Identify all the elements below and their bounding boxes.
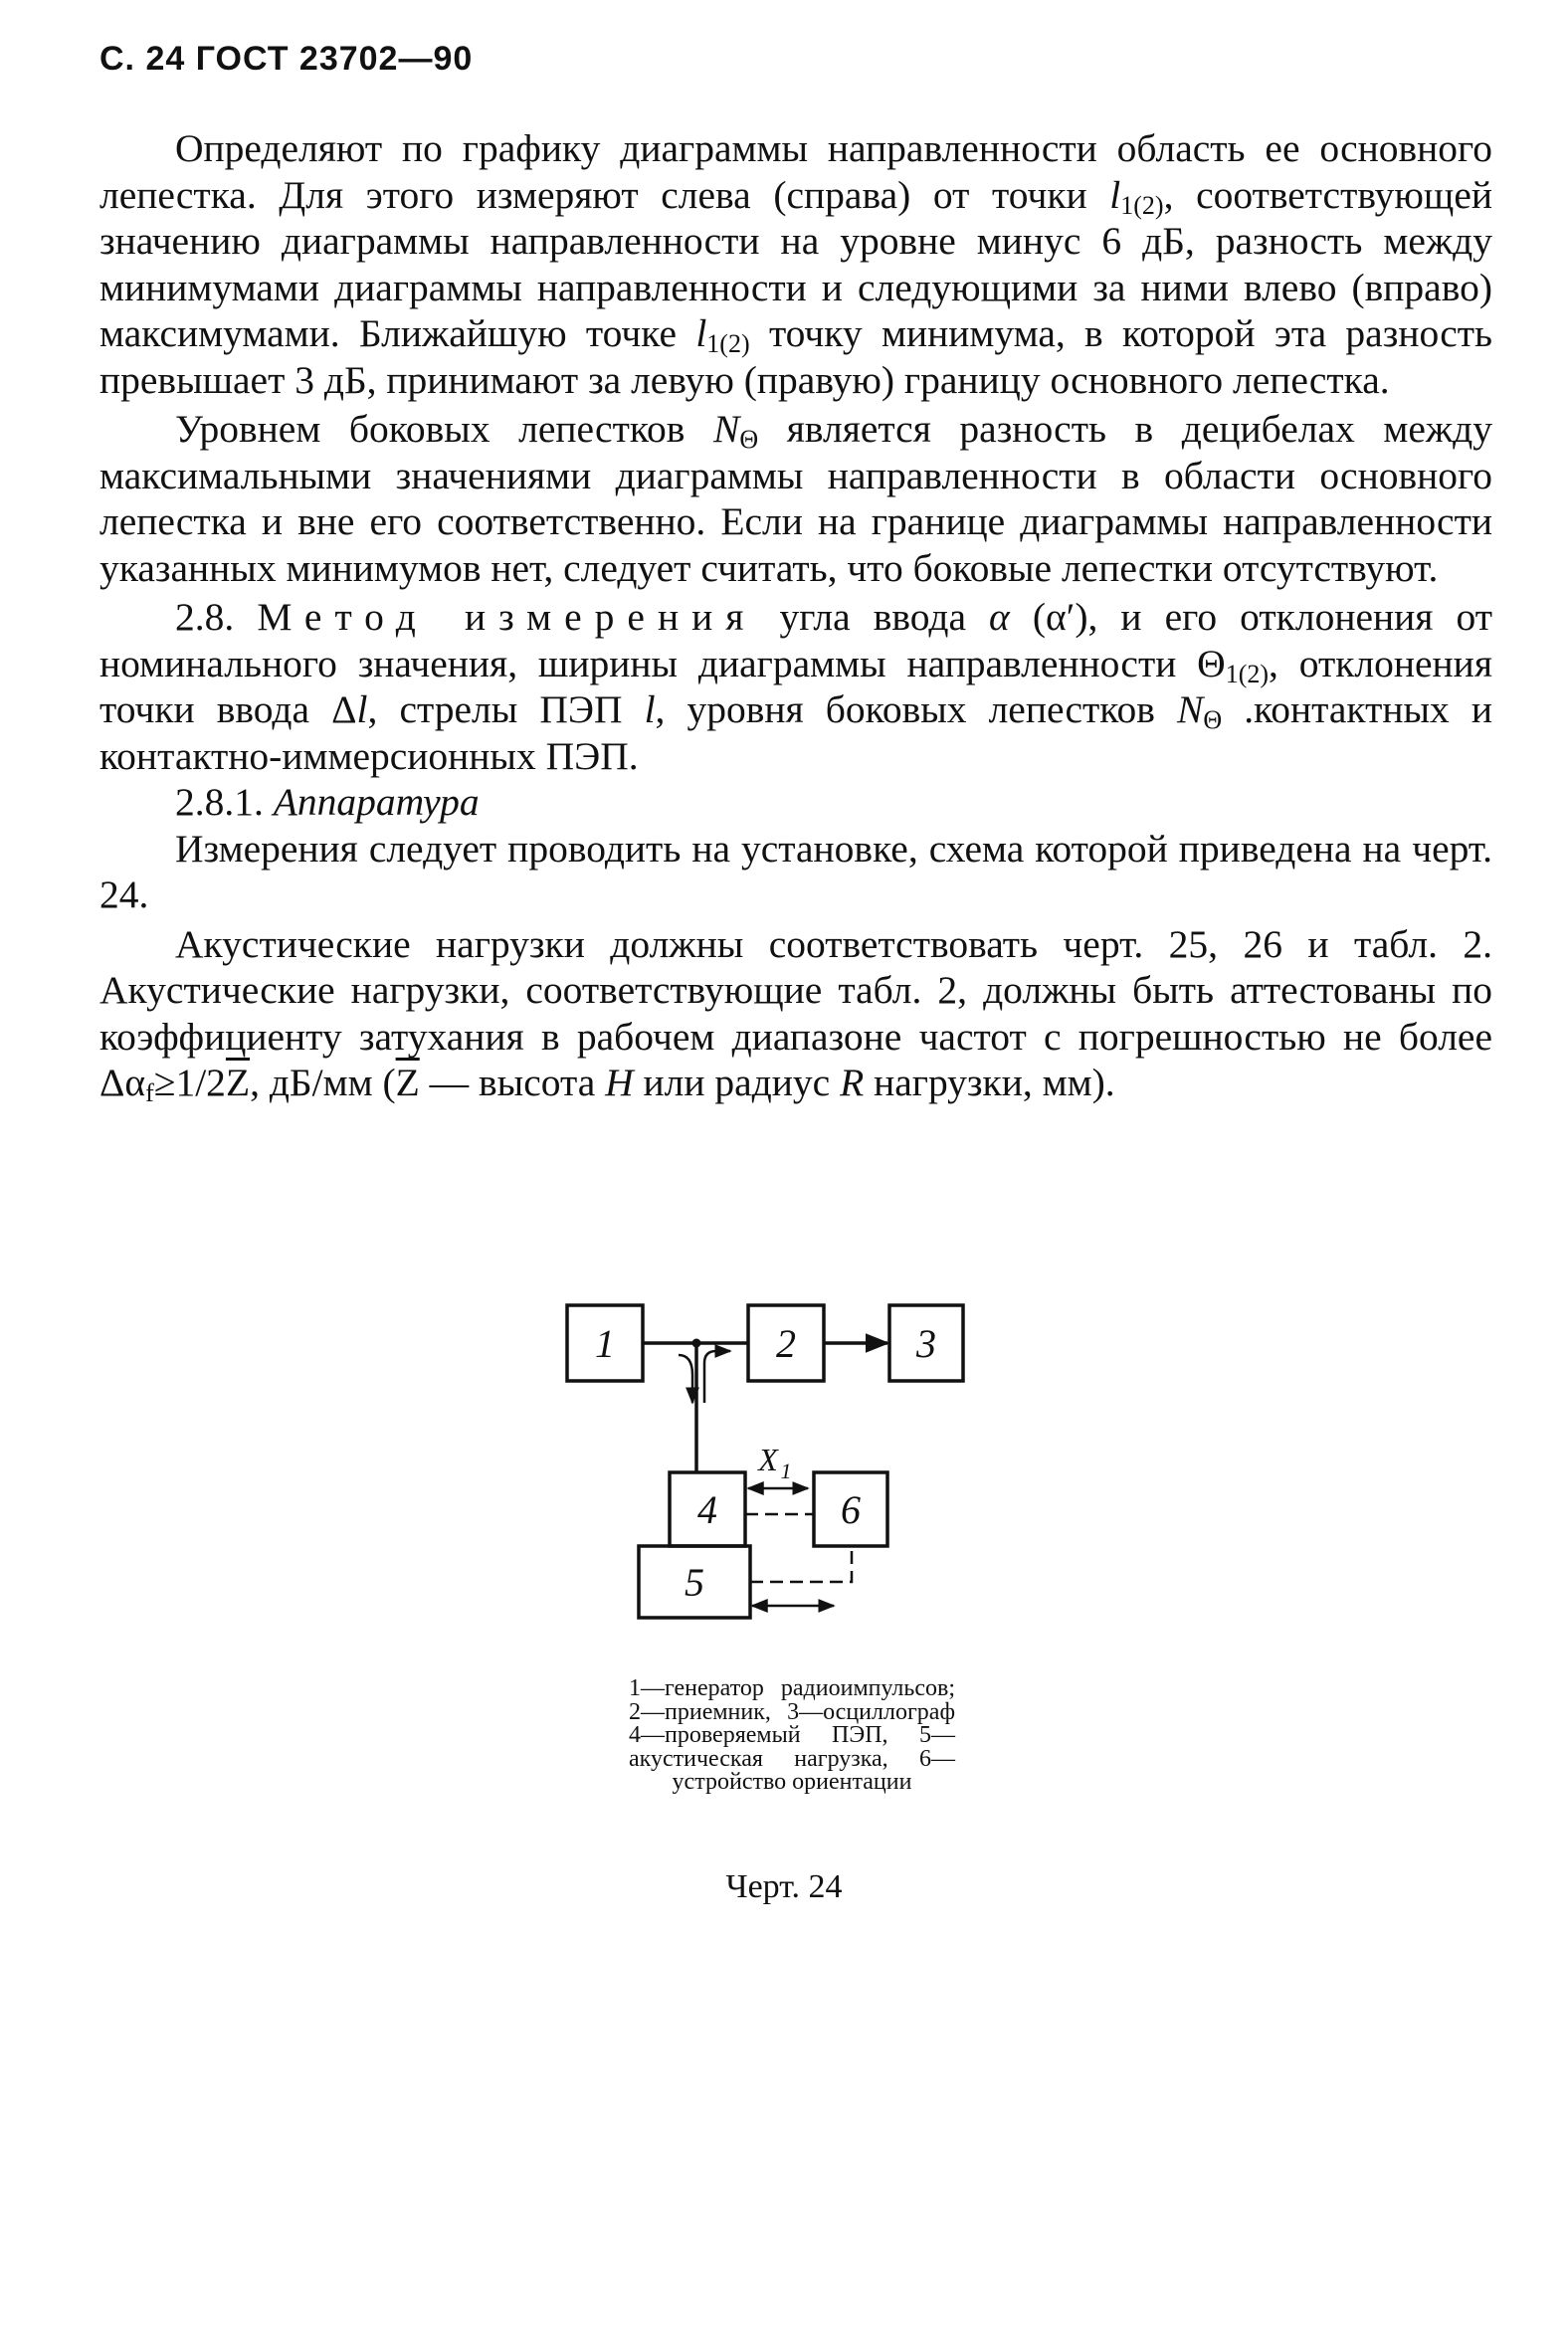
- label-block-1: 1: [595, 1321, 615, 1366]
- symbol-l: l: [644, 687, 656, 731]
- label-x: X: [758, 1442, 778, 1477]
- arrow-echo-up: [704, 1351, 730, 1403]
- paragraph-setup: [99, 826, 1492, 918]
- text-run: Измерения следует проводить на установке, схема которой приведена на черт. 24.: [99, 826, 1492, 916]
- section-number: 2.8.: [175, 595, 258, 639]
- subscript: Θ: [1203, 705, 1223, 734]
- text-run: угла ввода: [756, 595, 990, 639]
- text-run: ≥1/2: [153, 1061, 226, 1104]
- body-text: [99, 125, 1492, 1106]
- text-run: точку минимума, в которой эта разность превышает 3 дБ, принимают за левую (правую) границу основного лепестка.: [99, 311, 1492, 402]
- label-block-5: 5: [685, 1560, 704, 1605]
- label-block-6: 6: [841, 1487, 861, 1532]
- symbol-n: N: [1176, 687, 1204, 731]
- text-run: является разность в децибелах между максимальными значениями диаграммы направленности в области основного лепестка и вне его соответственно. Если на границе диаграммы направленности указанных минимумов нет, следует считать, что боковые лепестки отсутствуют.: [99, 407, 1492, 590]
- text-run: , отклонения точки ввода Δ: [99, 641, 1492, 731]
- label-block-4: 4: [697, 1487, 717, 1532]
- text-run: Акустические нагрузки должны соответствовать черт. 25, 26 и табл. 2. Акустические нагрузки, соответствующие табл. 2, должны быть аттестованы по коэффициенту затухания в рабочем диапазоне частот с погрешностью не более Δα: [99, 921, 1492, 1104]
- section-title-spaced: Метод измерения: [257, 595, 757, 639]
- paragraph-method: [99, 594, 1492, 779]
- paragraph-side-lobes: [99, 406, 1492, 591]
- arrow-pulse-down: [679, 1355, 692, 1403]
- subscript: Θ: [739, 425, 759, 454]
- symbol-z-bar: $\overline{Z}$: [395, 1061, 420, 1104]
- symbol-h: H: [605, 1061, 634, 1104]
- symbol-l: l: [356, 687, 368, 731]
- text-run: , и его отклонения от номинального значения, ширины диаграммы направленности Θ: [99, 595, 1492, 685]
- subscript: 1(2): [1120, 190, 1164, 220]
- text-run: , стрелы ПЭП: [367, 687, 645, 731]
- text-run: или радиус: [633, 1061, 841, 1104]
- subscript: f: [145, 1078, 154, 1107]
- dashed-link-load-device: [750, 1550, 852, 1582]
- section-title: Аппаратура: [273, 780, 480, 824]
- text-run: , дБ/мм (: [250, 1061, 396, 1104]
- block-diagram: [517, 1293, 975, 1632]
- label-x-subscript: 1: [780, 1458, 792, 1483]
- section-number: 2.8.1.: [175, 780, 274, 824]
- paragraph-main-lobe: [99, 125, 1492, 403]
- text-run: нагрузки, мм).: [864, 1061, 1115, 1104]
- text-run: Уровнем боковых лепестков: [175, 407, 713, 451]
- figure-label: Черт. 24: [725, 1868, 843, 1905]
- symbol-alpha: α: [989, 595, 1010, 639]
- paragraph-apparatus-heading: [99, 779, 1492, 826]
- symbol-n: N: [713, 407, 740, 451]
- label-block-2: 2: [776, 1321, 796, 1366]
- text-run: , уровня боковых лепестков: [655, 687, 1177, 731]
- label-block-3: 3: [916, 1321, 936, 1366]
- symbol-l: l: [695, 311, 707, 355]
- symbol-z-bar: $\overline{Z}$: [225, 1061, 251, 1104]
- page-header: С. 24 ГОСТ 23702—90: [99, 40, 474, 78]
- symbol-r: R: [840, 1061, 865, 1104]
- text-run: , соответствующей значению диаграммы направленности на уровне минус 6 дБ, разность между минимумами диаграммы направленности и следующими за ними влево (вправо) максимумами. Ближайшую точке: [99, 172, 1492, 355]
- text-run: Определяют по графику диаграммы направленности область ее основного лепестка. Для этого измеряют слева (справа) от точки: [99, 126, 1492, 217]
- figure-caption: 1—генератор радиоимпульсов; 2—приемник, 3—осциллограф 4—проверяемый ПЭП, 5—акустическая нагрузка, 6—устройство ориентации: [629, 1675, 955, 1795]
- text-run: .контактных и контактно-иммерсионных ПЭП.: [99, 687, 1492, 778]
- subscript: 1(2): [706, 329, 750, 358]
- subscript: 1(2): [1225, 659, 1270, 688]
- text-run: (α′): [1009, 595, 1088, 639]
- text-run: — высота: [419, 1061, 606, 1104]
- junction-dot: [692, 1339, 701, 1348]
- paragraph-loads: [99, 921, 1492, 1106]
- symbol-l: l: [1109, 172, 1121, 217]
